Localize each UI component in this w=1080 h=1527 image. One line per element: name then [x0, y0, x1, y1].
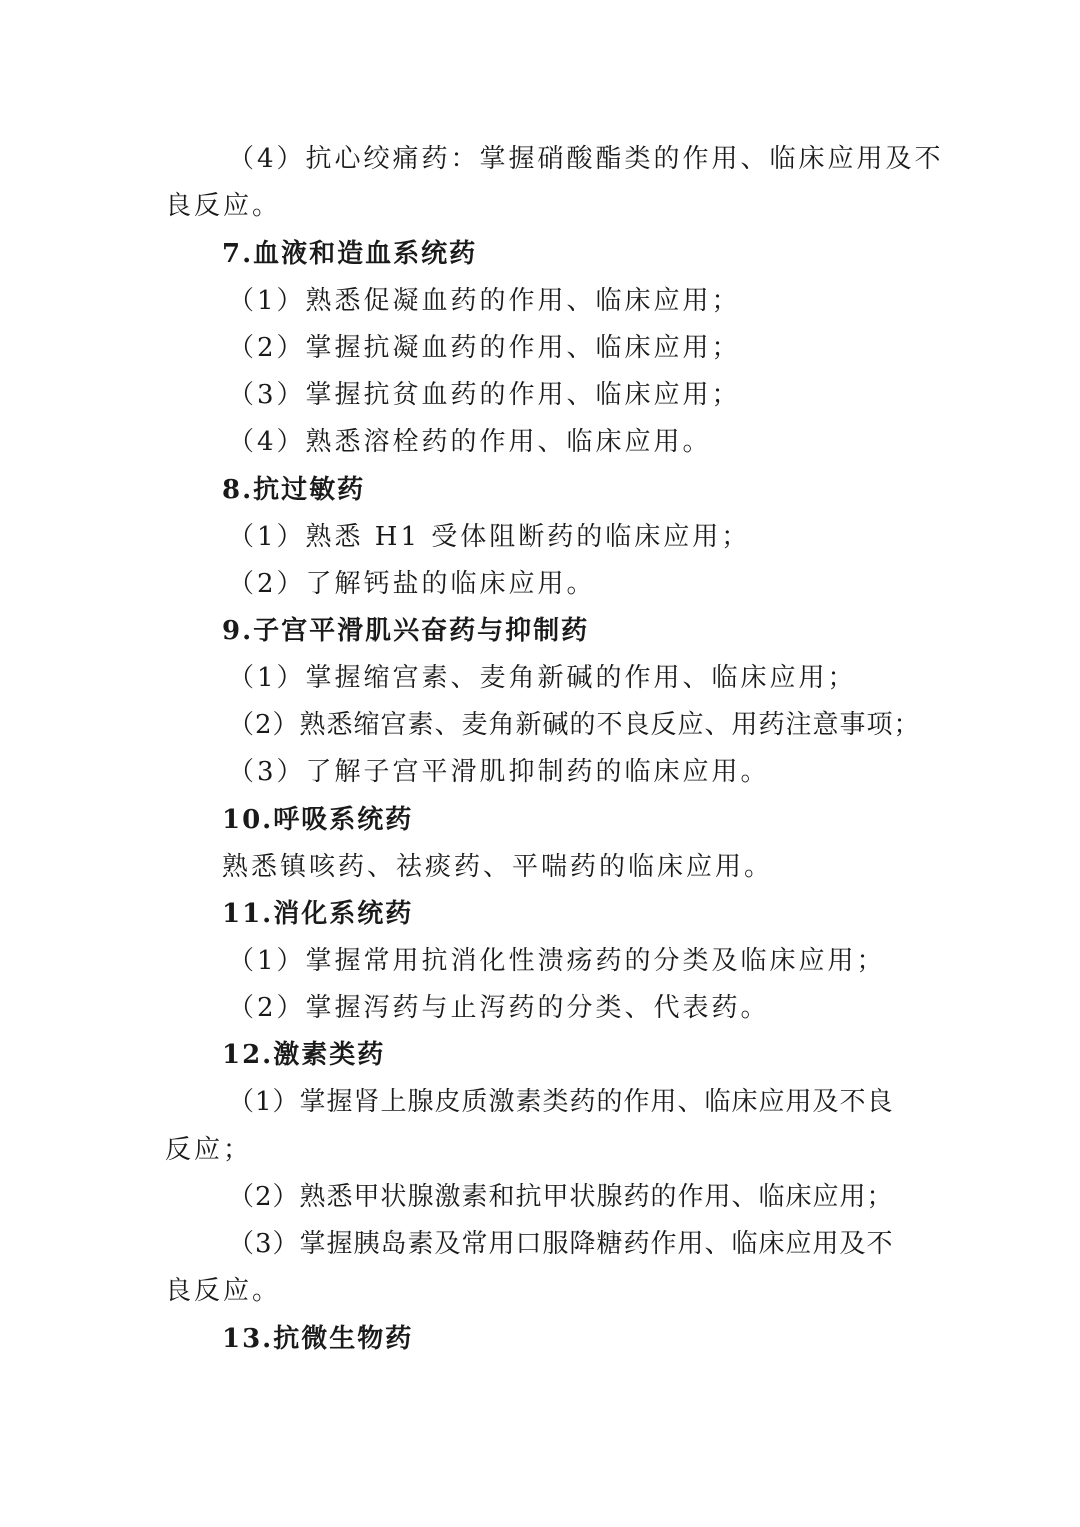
item-line: （2）掌握抗凝血药的作用、临床应用；: [228, 333, 741, 363]
item-line: （4）熟悉溶栓药的作用、临床应用。: [228, 427, 712, 457]
section-heading: 7.血液和造血系统药: [222, 239, 478, 269]
item-line: （3）了解子宫平滑肌抑制药的临床应用。: [228, 757, 770, 787]
item-line: （2）掌握泻药与止泻药的分类、代表药。: [228, 993, 770, 1023]
item-line: 熟悉镇咳药、祛痰药、平喘药的临床应用。: [222, 852, 774, 882]
section-heading: 12.激素类药: [222, 1040, 386, 1070]
item-line: （4）抗心绞痛药：掌握硝酸酯类的作用、临床应用及不: [228, 144, 944, 174]
section-heading: 8.抗过敏药: [222, 475, 366, 505]
item-line: （2）熟悉缩宫素、麦角新碱的不良反应、用药注意事项；: [228, 710, 921, 740]
item-line: （2）熟悉甲状腺激素和抗甲状腺药的作用、临床应用；: [228, 1182, 894, 1212]
section-heading: 13.抗微生物药: [222, 1324, 414, 1354]
item-line: （2）了解钙盐的临床应用。: [228, 569, 596, 599]
section-heading: 11.消化系统药: [222, 899, 414, 929]
item-line: （3）掌握胰岛素及常用口服降糖药作用、临床应用及不: [228, 1229, 894, 1259]
continuation-line: 良反应。: [165, 1276, 282, 1306]
item-line: （1）熟悉 H1 受体阻断药的临床应用；: [228, 522, 751, 552]
continuation-line: 良反应。: [165, 191, 282, 221]
continuation-line: 反应；: [165, 1135, 253, 1165]
item-line: （1）掌握常用抗消化性溃疡药的分类及临床应用；: [228, 946, 886, 976]
item-line: （1）掌握肾上腺皮质激素类药的作用、临床应用及不良: [228, 1087, 894, 1117]
item-line: （1）熟悉促凝血药的作用、临床应用；: [228, 286, 741, 316]
section-heading: 10.呼吸系统药: [222, 805, 414, 835]
section-heading: 9.子宫平滑肌兴奋药与抑制药: [222, 616, 590, 646]
item-line: （1）掌握缩宫素、麦角新碱的作用、临床应用；: [228, 663, 857, 693]
item-line: （3）掌握抗贫血药的作用、临床应用；: [228, 380, 741, 410]
